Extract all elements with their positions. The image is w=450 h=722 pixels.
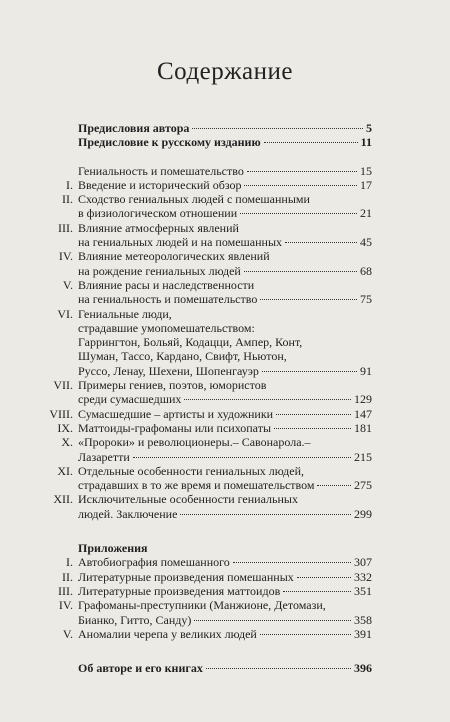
- chapter-page: 129: [354, 392, 372, 407]
- dot-leader: [264, 141, 358, 143]
- chapter-title-line: Сходство гениальных людей с помешанными: [78, 192, 310, 207]
- chapter-title-line: Автобиография помешанного: [78, 555, 230, 570]
- chapter-number: IX.: [57, 420, 73, 435]
- dot-leader: [260, 298, 357, 300]
- dot-leader: [244, 184, 357, 186]
- dot-leader: [260, 633, 351, 635]
- chapter-number: III.: [58, 220, 73, 235]
- chapter-title-line: на рождение гениальных людей: [78, 263, 241, 278]
- chapter-number: IV.: [58, 598, 73, 613]
- dot-leader: [276, 413, 351, 415]
- chapter-page: 307: [354, 555, 372, 570]
- chapter-last-line: [78, 478, 372, 492]
- toc-chapter-entry: [58, 220, 372, 250]
- chapter-number: XII.: [53, 492, 73, 507]
- toc-chapter-entry: [53, 492, 372, 521]
- part-page: 15: [360, 163, 372, 178]
- chapter-title-line: Исключительные особенности гениальных: [78, 492, 298, 507]
- chapter-last-line: [78, 555, 372, 569]
- toc-chapter-entry: [53, 378, 372, 407]
- toc-chapter-entry: [57, 463, 372, 493]
- chapter-page: 21: [360, 206, 372, 221]
- chapter-title-line: Влияние метеорологических явлений: [78, 249, 270, 264]
- chapter-title-line: страдавшие умопомешательством:: [78, 320, 255, 335]
- chapter-title-line: Литературные произведения маттоидов: [78, 583, 281, 598]
- chapter-number: X.: [61, 435, 73, 450]
- chapter-last-line: [78, 507, 372, 521]
- chapter-page: 215: [354, 449, 372, 464]
- dot-leader: [180, 513, 351, 515]
- toc-chapter-entry: [61, 435, 372, 464]
- chapter-title-line: страдавших в то же время и помешательством: [78, 478, 315, 493]
- table-of-contents: [49, 121, 372, 676]
- dot-leader: [247, 170, 357, 172]
- toc-chapter-entry: [57, 306, 372, 378]
- chapter-title-line: среди сумасшедших: [78, 392, 182, 407]
- chapter-title-line: на гениальность и помешательство: [78, 292, 258, 307]
- chapter-title-line: Лазаретти: [78, 449, 130, 464]
- chapter-number: XI.: [57, 463, 73, 478]
- chapter-last-line: [78, 570, 372, 584]
- chapter-last-line: [78, 613, 372, 627]
- dot-leader: [285, 241, 357, 243]
- chapter-number: II.: [62, 192, 73, 207]
- chapter-title-line: Гаррингтон, Больяй, Кодацци, Ампер, Конт,: [78, 335, 303, 350]
- chapter-page: 68: [360, 263, 372, 278]
- chapter-page: 299: [354, 506, 372, 521]
- chapter-title-line: Сумасшедшие – артисты и художники: [78, 406, 274, 421]
- chapter-last-line: [78, 584, 372, 598]
- part-title: Гениальность и помешательство: [78, 163, 244, 178]
- entry-title: Об авторе и его книгах: [78, 661, 203, 676]
- toc-part-genius-and-insanity: [78, 164, 372, 178]
- toc-chapter-entry: [58, 583, 372, 598]
- dot-leader: [206, 667, 351, 669]
- chapter-last-line: [78, 292, 372, 306]
- toc-chapter-entry: [58, 249, 372, 278]
- chapter-number: I.: [66, 177, 73, 192]
- toc-chapter-entry: [58, 598, 372, 627]
- toc-chapter-entry: [62, 192, 372, 221]
- chapter-title-line: Руссо, Ленау, Шехени, Шопенгауэр: [78, 363, 259, 378]
- toc-section-appendices: [78, 541, 372, 555]
- chapter-page: 17: [360, 177, 372, 192]
- chapter-title-line: на гениальных людей и на помешанных: [78, 235, 283, 250]
- entry-title: Предисловие к русскому изданию: [78, 135, 261, 150]
- chapter-title-line: в физиологическом отношении: [78, 206, 238, 221]
- chapter-title-line: людей. Заключение: [78, 506, 178, 521]
- entry-page: 5: [366, 121, 372, 135]
- chapter-page: 358: [354, 612, 372, 627]
- chapter-last-line: [78, 235, 372, 249]
- chapter-title-line: Литературные произведения помешанных: [78, 569, 294, 584]
- chapter-last-line: [78, 206, 372, 220]
- dot-leader: [262, 370, 357, 372]
- chapter-page: 391: [354, 626, 372, 641]
- toc-chapter-entry: [66, 177, 372, 192]
- chapter-number: VI.: [57, 306, 73, 321]
- chapter-number: V.: [62, 277, 73, 292]
- dot-leader: [194, 619, 351, 621]
- entry-page: 396: [354, 661, 372, 676]
- chapter-last-line: [78, 392, 372, 406]
- dot-leader: [233, 561, 351, 563]
- chapter-page: 275: [354, 478, 372, 493]
- chapter-title-line: Влияние расы и наследственности: [78, 277, 255, 292]
- toc-chapter-entry: [62, 626, 372, 641]
- dot-leader: [192, 127, 363, 129]
- chapter-title-line: Отдельные особенности гениальных людей,: [78, 463, 304, 478]
- toc-entry-author-prefaces: [78, 121, 372, 135]
- chapter-title-line: Графоманы-преступники (Манжионе, Детомази,: [78, 598, 326, 613]
- dot-leader: [133, 456, 351, 458]
- chapter-title-line: Влияние атмосферных явлений: [78, 220, 239, 235]
- dot-leader: [283, 590, 351, 592]
- chapter-title-line: Бианко, Гитто, Санду): [78, 612, 192, 627]
- toc-chapter-entry: [62, 569, 372, 584]
- entry-page: 11: [360, 135, 372, 150]
- chapter-number: VIII.: [49, 406, 73, 421]
- chapter-number: I.: [66, 555, 73, 570]
- chapter-title-line: Шуман, Тассо, Кардано, Свифт, Ньютон,: [78, 349, 287, 364]
- dot-leader: [317, 484, 351, 486]
- toc-chapter-entry: [57, 420, 372, 435]
- dot-leader: [240, 212, 357, 214]
- chapter-number: V.: [62, 626, 73, 641]
- entry-title: Предисловия автора: [78, 121, 190, 135]
- dot-leader: [244, 270, 357, 272]
- dot-leader: [184, 398, 351, 400]
- toc-entry-russian-preface: [78, 135, 372, 149]
- toc-entry-about-author: [78, 661, 372, 675]
- chapter-number: IV.: [58, 249, 73, 264]
- chapter-last-line: [78, 364, 372, 378]
- dot-leader: [274, 427, 351, 429]
- chapter-page: 332: [354, 569, 372, 584]
- chapter-last-line: [78, 407, 372, 421]
- chapter-title-line: «Пророки» и революционеры.– Савонарола.–: [78, 435, 311, 450]
- chapter-number: VII.: [53, 378, 73, 393]
- chapter-page: 147: [354, 406, 372, 421]
- chapter-number: III.: [58, 583, 73, 598]
- page-title: Содержание: [157, 58, 293, 85]
- chapter-title-line: Маттоиды-графоманы или психопаты: [78, 420, 272, 435]
- chapter-last-line: [78, 264, 372, 278]
- chapter-list: [49, 177, 372, 521]
- chapter-number: II.: [62, 569, 73, 584]
- chapter-title-line: Введение и исторический обзор: [78, 177, 242, 192]
- chapter-page: 45: [360, 235, 372, 250]
- section-title: Приложения: [78, 541, 148, 556]
- chapter-page: 91: [360, 363, 372, 378]
- chapter-last-line: [78, 450, 372, 464]
- appendix-list: [58, 555, 372, 641]
- chapter-page: 181: [354, 420, 372, 435]
- chapter-title-line: Гениальные люди,: [78, 306, 172, 321]
- chapter-last-line: [78, 178, 372, 192]
- chapter-page: 75: [360, 292, 372, 307]
- chapter-page: 351: [354, 583, 372, 598]
- toc-chapter-entry: [49, 406, 372, 421]
- chapter-title-line: Примеры гениев, поэтов, юмористов: [78, 378, 267, 393]
- dot-leader: [297, 576, 351, 578]
- chapter-title-line: Аномалии черепа у великих людей: [78, 626, 257, 641]
- chapter-last-line: [78, 421, 372, 435]
- toc-chapter-entry: [62, 277, 372, 307]
- toc-chapter-entry: [66, 555, 372, 570]
- chapter-last-line: [78, 627, 372, 641]
